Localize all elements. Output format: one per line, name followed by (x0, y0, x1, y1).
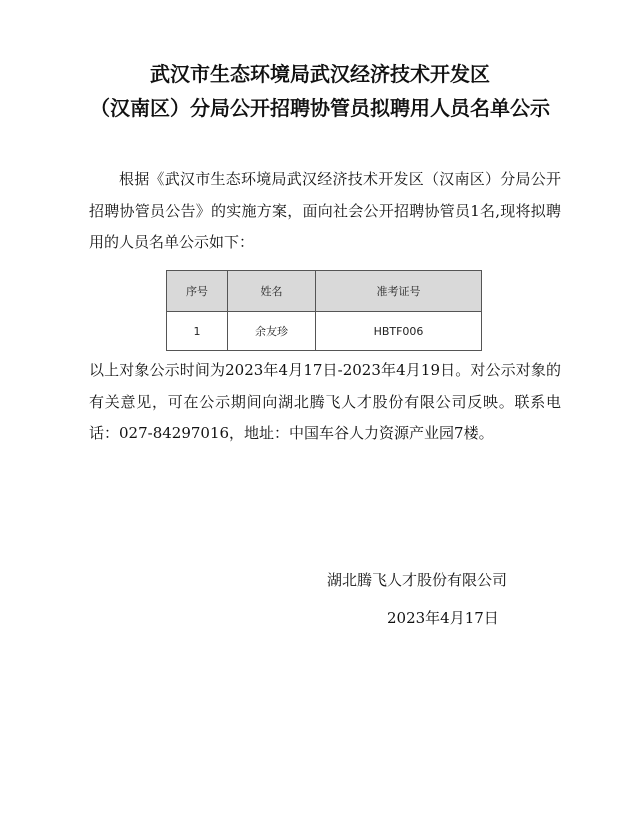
cell-exam-number: HBTF006 (316, 312, 482, 351)
intro-paragraph: 根据《武汉市生态环境局武汉经济技术开发区（汉南区）分局公开招聘协管员公告》的实施方案，面向社会公开招聘协管员1名,现将拟聘用的人员名单公示如下： (89, 170, 561, 251)
table-header-row (167, 271, 482, 312)
table-row (167, 312, 482, 351)
header-exam-number: 准考证号 (316, 271, 482, 312)
cell-name: 余友珍 (228, 312, 316, 351)
notice-paragraph: 以上对象公示时间为2023年4月17日-2023年4月19日。对公示对象的有关意见，可在公示期间向湖北腾飞人才股份有限公司反映。联系电话：027-84297016，地址：中国车谷人力资源产业园7楼。 (89, 361, 561, 442)
cell-seq: 1 (167, 312, 228, 351)
candidate-table (166, 270, 482, 351)
signature-company: 湖北腾飞人才股份有限公司 (327, 571, 508, 589)
header-seq: 序号 (167, 271, 228, 312)
document-title-line-2: （汉南区）分局公开招聘协管员拟聘用人员名单公示 (90, 96, 550, 120)
document-title-line-1: 武汉市生态环境局武汉经济技术开发区 (150, 62, 490, 86)
signature-date: 2023年4月17日 (387, 609, 499, 627)
header-name: 姓名 (228, 271, 316, 312)
